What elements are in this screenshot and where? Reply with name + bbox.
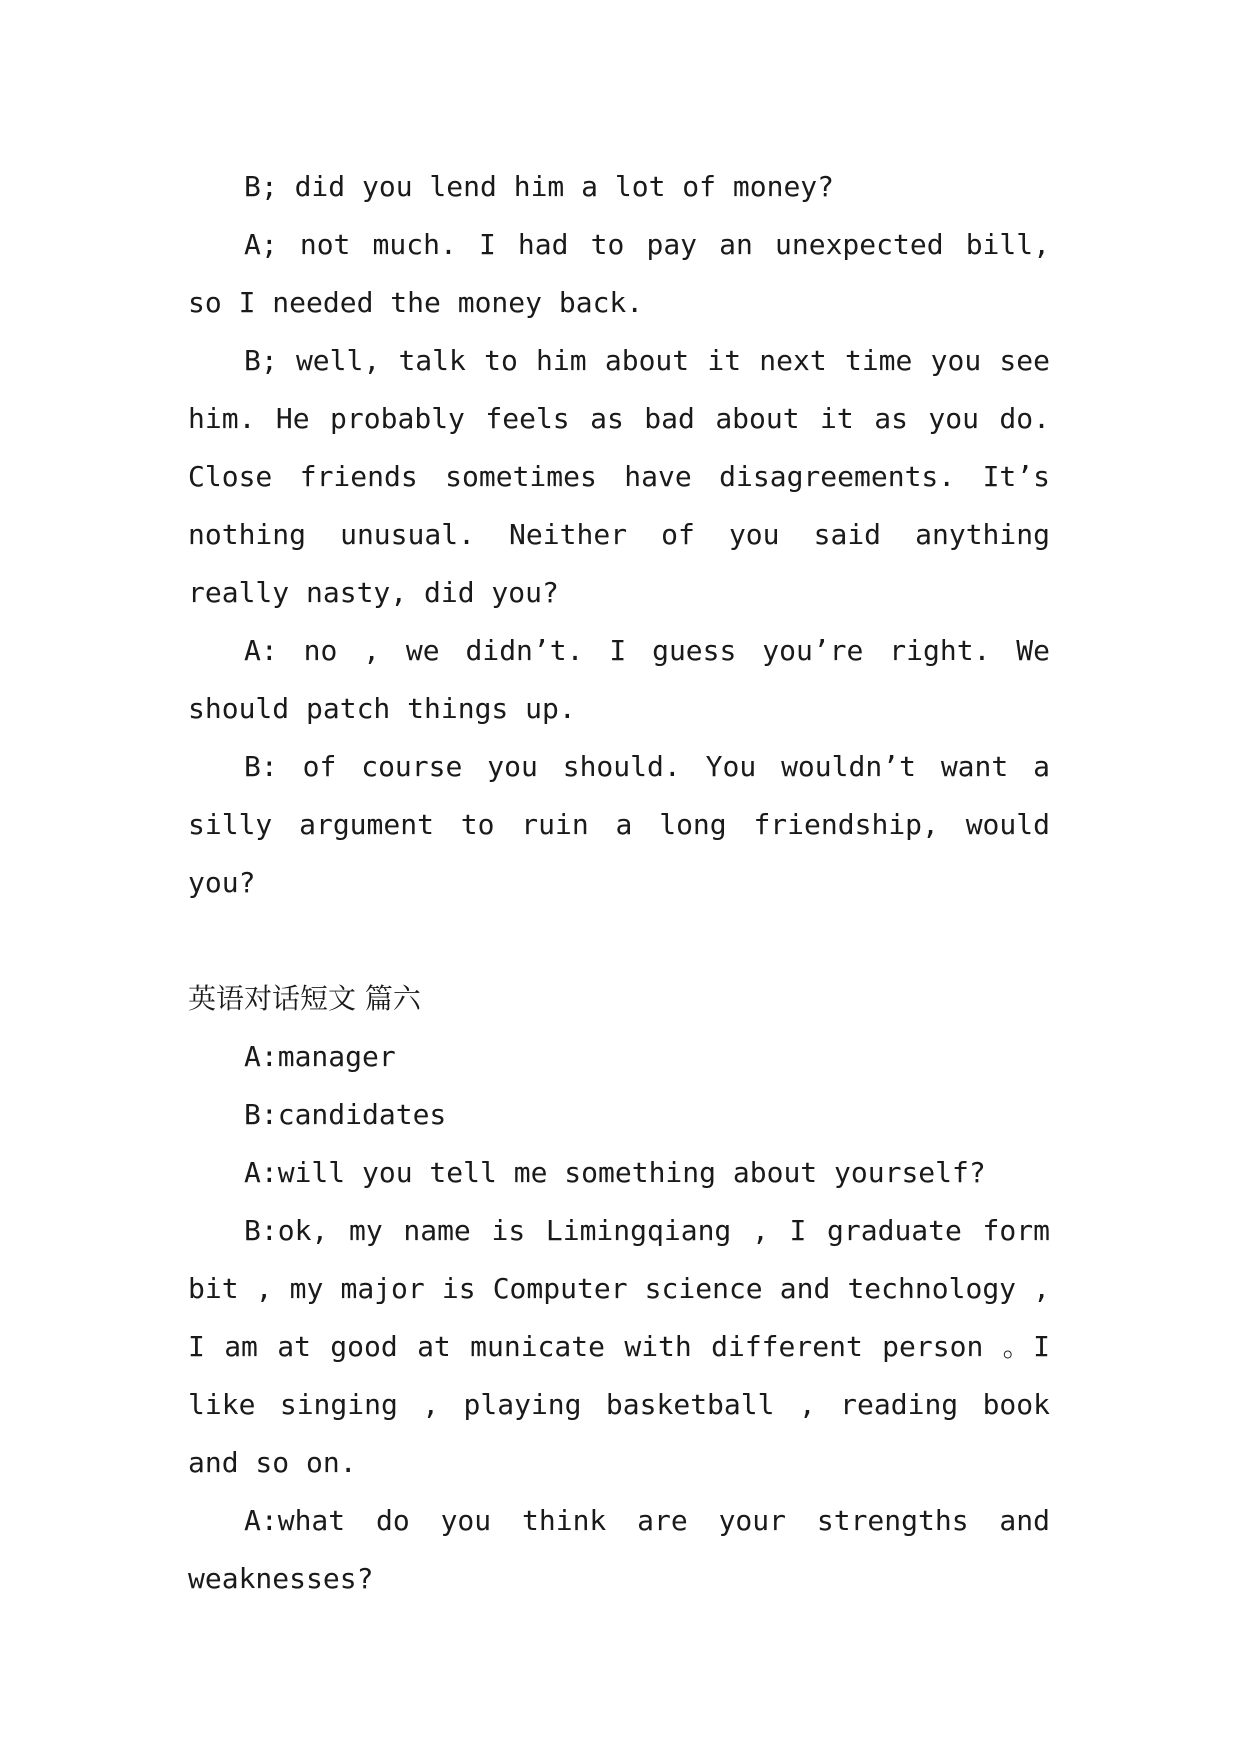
dialogue-line: B; well, talk to him about it next time you see him. He probably feels as bad about it as you do. Close friends sometimes have disagreements. It’s nothing unusual. Neither of you said anything really nasty, did you?	[188, 344, 1050, 609]
section-heading: 英语对话短文 篇六	[188, 982, 421, 1015]
dialogue-line: B:ok, my name is Limingqiang , I graduate form bit , my major is Computer science and technology , I am at good at municate with different person 。I like singing , playing basketball , reading book and so on.	[188, 1214, 1050, 1479]
dialogue-line: A:will you tell me something about yourself?	[244, 1156, 986, 1189]
dialogue-line: A; not much. I had to pay an unexpected bill, so I needed the money back.	[188, 228, 1050, 319]
document-page	[188, 158, 1050, 1608]
dialogue-line: A:manager	[244, 1040, 396, 1073]
dialogue-line: A: no , we didn’t. I guess you’re right. We should patch things up.	[188, 634, 1050, 725]
dialogue-line: B: of course you should. You wouldn’t want a silly argument to ruin a long friendship, would you?	[188, 750, 1050, 899]
dialogue-line: B; did you lend him a lot of money?	[244, 170, 835, 203]
dialogue-line: B:candidates	[244, 1098, 447, 1131]
dialogue-line: A:what do you think are your strengths and weaknesses?	[188, 1504, 1050, 1595]
